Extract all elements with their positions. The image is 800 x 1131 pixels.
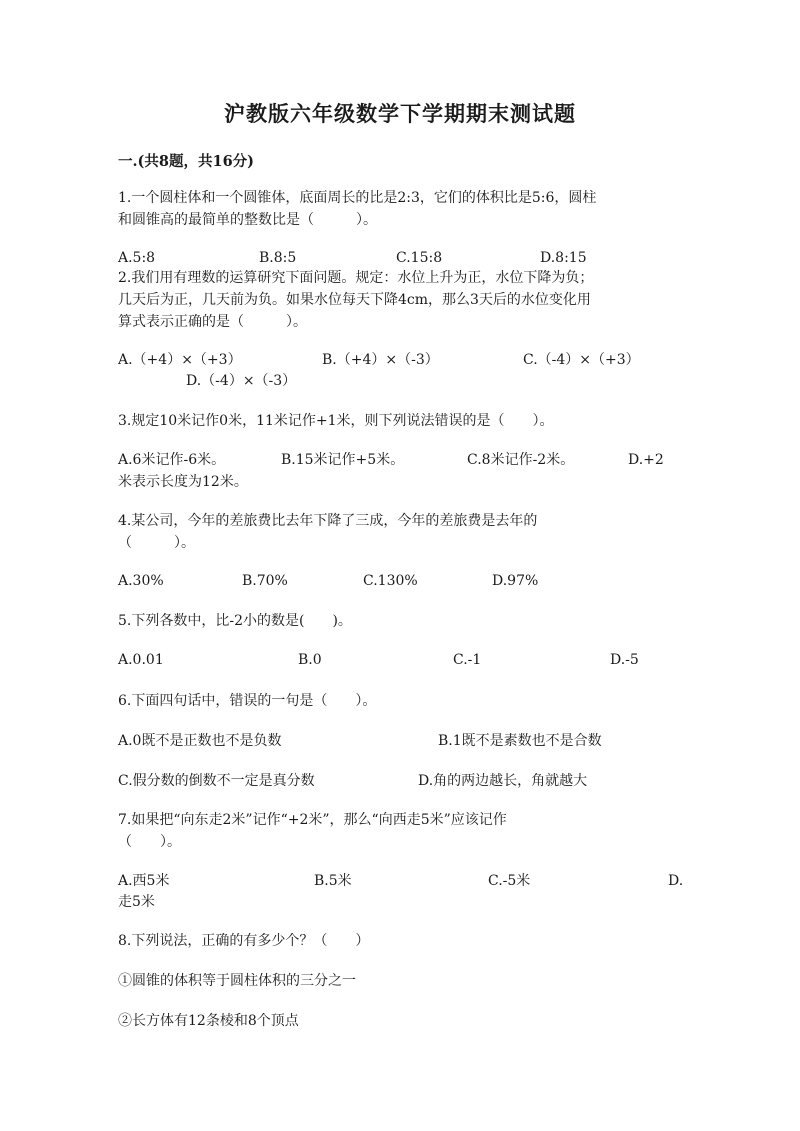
- question-4-option-d: D.97%: [492, 573, 539, 589]
- question-5-line-1: 5.下列各数中，比-2小的数是( )。: [118, 613, 352, 629]
- question-4-line-1: 4.某公司，今年的差旅费比去年下降了三成，今年的差旅费是去年的: [118, 513, 538, 529]
- question-3-option-continuation: 米表示长度为12米。: [118, 474, 248, 490]
- question-8-line-1: 8.下列说法，正确的有多少个？（ ）: [118, 933, 370, 949]
- question-4-option-a: A.30%: [118, 573, 164, 589]
- question-6-option-d: D.角的两边越长，角就越大: [418, 773, 588, 789]
- question-2-line-1: 2.我们用有理数的运算研究下面问题。规定：水位上升为正，水位下降为负；: [118, 270, 594, 286]
- question-7-option-c: C.-5米: [488, 873, 531, 889]
- question-6-option-c: C.假分数的倒数不一定是真分数: [118, 773, 315, 789]
- question-6-option-a: A.0既不是正数也不是负数: [118, 733, 282, 749]
- question-8-statement-1: ①圆锥的体积等于圆柱体积的三分之一: [118, 973, 356, 989]
- question-3-option-b: B.15米记作+5米。: [281, 452, 405, 468]
- question-2-option-c: C.（-4）×（+3）: [523, 352, 640, 368]
- question-1-option-c: C.15:8: [396, 250, 443, 266]
- question-3-line-1: 3.规定10米记作0米，11米记作+1米，则下列说法错误的是（ ）。: [118, 413, 554, 429]
- section-heading: 一.(共8题，共16分): [118, 153, 255, 170]
- question-2-line-3: 算式表示正确的是（ ）。: [118, 314, 307, 330]
- question-4-line-2: （ ）。: [118, 535, 195, 551]
- page-title: 沪教版六年级数学下学期期末测试题: [224, 101, 576, 126]
- question-7-option-b: B.5米: [314, 873, 352, 889]
- question-5-option-a: A.0.01: [118, 652, 164, 668]
- question-1-line-1: 1.一个圆柱体和一个圆锥体，底面周长的比是2:3，它们的体积比是5:6，圆柱: [118, 190, 597, 206]
- question-2-option-d: D.（-4）×（-3）: [186, 373, 297, 389]
- question-7-option-a: A.西5米: [118, 873, 170, 889]
- question-1-option-d: D.8:15: [540, 250, 587, 266]
- question-2-option-b: B.（+4）×（-3）: [322, 352, 439, 368]
- question-7-line-2: （ ）。: [118, 834, 181, 850]
- question-1-option-a: A.5:8: [118, 250, 156, 266]
- question-4-option-b: B.70%: [242, 573, 288, 589]
- question-7-option-continuation: 走5米: [118, 894, 155, 910]
- question-6-line-1: 6.下面四句话中，错误的一句是（ ）。: [118, 693, 377, 709]
- question-3-option-c: C.8米记作-2米。: [467, 452, 575, 468]
- question-3-option-a: A.6米记作-6米。: [118, 452, 226, 468]
- question-4-option-c: C.130%: [363, 573, 418, 589]
- question-5-option-c: C.-1: [453, 652, 482, 668]
- question-2-option-a: A.（+4）×（+3）: [118, 352, 242, 368]
- question-5-option-b: B.0: [298, 652, 322, 668]
- question-2-line-2: 几天后为正，几天前为负。如果水位每天下降4cm，那么3天后的水位变化用: [118, 292, 591, 308]
- question-8-statement-2: ②长方体有12条棱和8个顶点: [118, 1013, 299, 1029]
- question-1-line-2: 和圆锥高的最简单的整数比是（ ）。: [118, 212, 377, 228]
- question-7-option-d: D.: [668, 873, 684, 889]
- question-1-option-b: B.8:5: [259, 250, 297, 266]
- question-7-line-1: 7.如果把“向东走2米”记作“+2米”，那么“向西走5米”应该记作: [118, 812, 507, 828]
- question-3-option-d: D.+2: [628, 452, 664, 468]
- question-5-option-d: D.-5: [610, 652, 639, 668]
- question-6-option-b: B.1既不是素数也不是合数: [438, 733, 602, 749]
